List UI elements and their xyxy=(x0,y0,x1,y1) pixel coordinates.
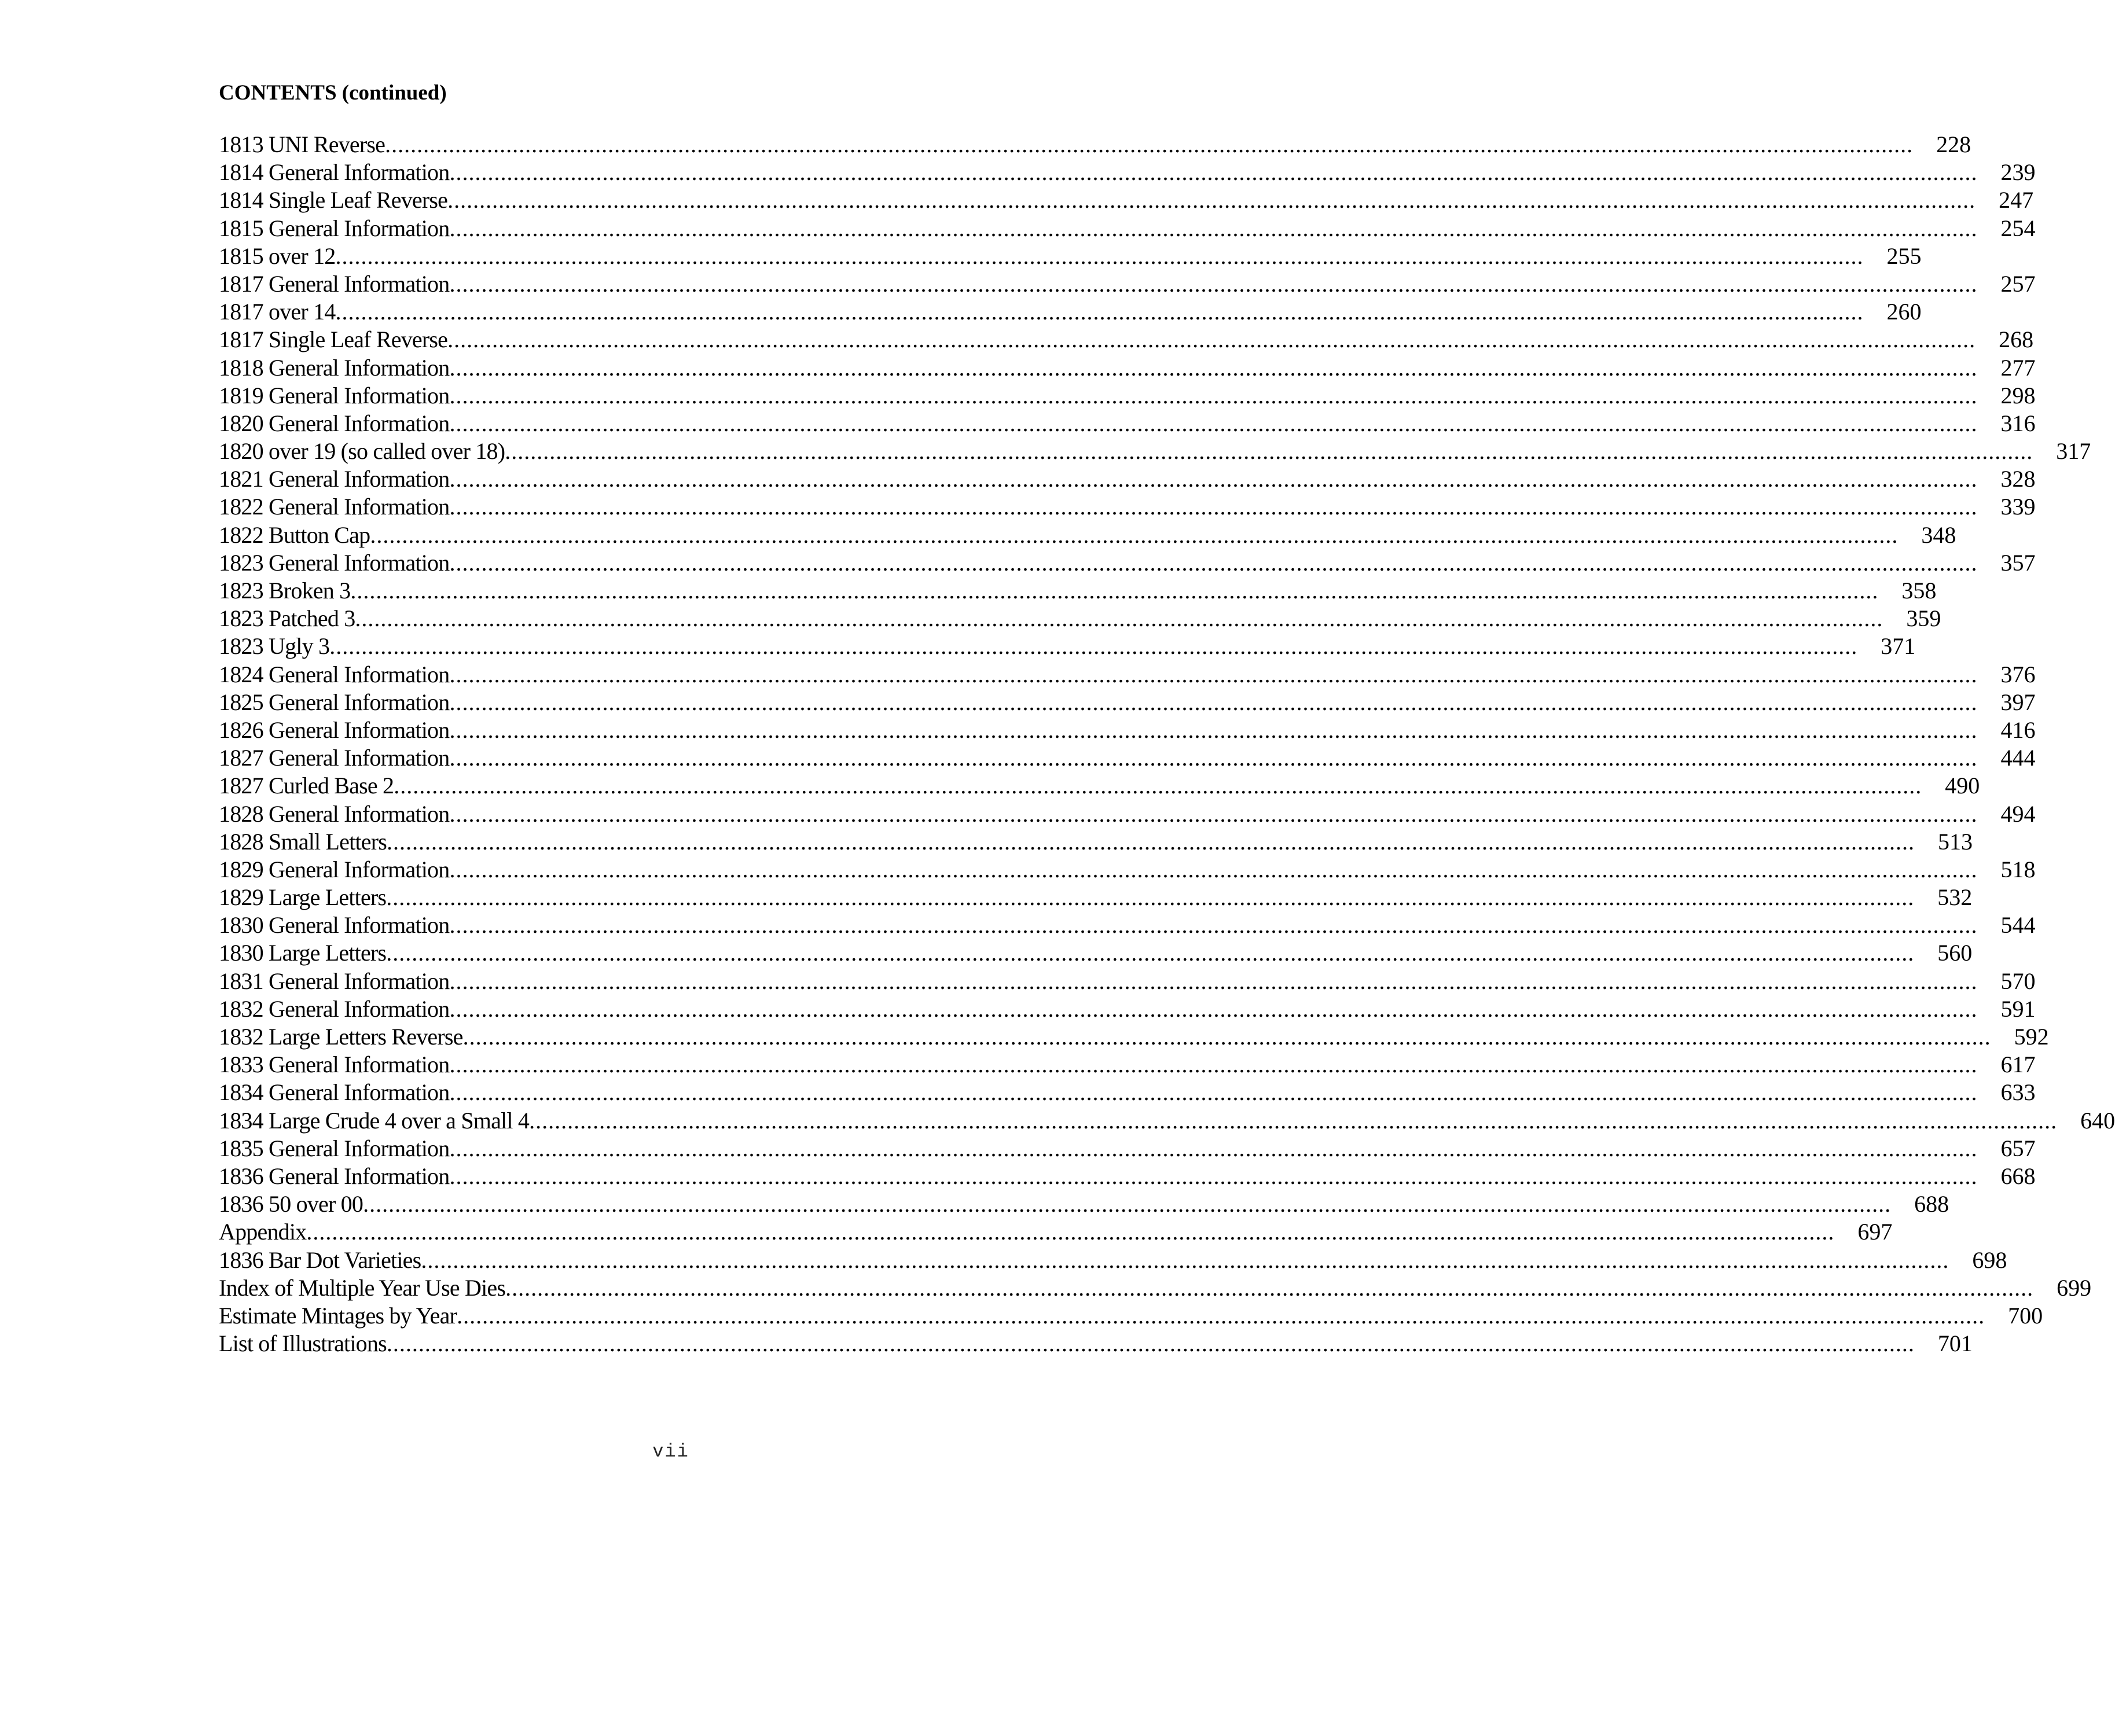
dot-leader: ................................................................................................................................................................................................................................................ xyxy=(449,689,1978,715)
dot-leader: ................................................................................................................................................................................................................................................ xyxy=(335,299,1864,325)
dot-leader: ................................................................................................................................................................................................................................................ xyxy=(449,1163,1978,1189)
toc-entry-title: 1833 General Information xyxy=(219,1051,450,1078)
dot-leader: ................................................................................................................................................................................................................................................ xyxy=(386,1330,1915,1357)
dot-leader: ................................................................................................................................................................................................................................................ xyxy=(449,716,1978,743)
toc-entry-page: 328 xyxy=(2000,466,2036,492)
dot-leader: ................................................................................................................................................................................................................................................ xyxy=(335,242,1864,269)
toc-entry-title: 1827 Curled Base 2 xyxy=(219,773,394,799)
toc-entry-title: 1813 UNI Reverse xyxy=(219,131,385,157)
dot-leader: ................................................................................................................................................................................................................................................ xyxy=(449,1135,1978,1161)
dot-leader: ................................................................................................................................................................................................................................................ xyxy=(449,995,1978,1022)
dot-leader: ................................................................................................................................................................................................................................................ xyxy=(462,1024,1991,1050)
toc-entry-title: Appendix xyxy=(219,1219,307,1245)
dot-leader: ................................................................................................................................................................................................................................................ xyxy=(449,968,1978,994)
toc-entry xyxy=(219,242,1922,270)
toc-entry-page: 298 xyxy=(2000,382,2036,409)
dot-leader: ................................................................................................................................................................................................................................................ xyxy=(306,1219,1835,1245)
dot-leader: ................................................................................................................................................................................................................................................ xyxy=(449,159,1978,186)
toc-entry-page: 544 xyxy=(2000,912,2036,939)
toc-entry-page: 416 xyxy=(2000,716,2036,743)
dot-leader: ................................................................................................................................................................................................................................................ xyxy=(355,605,1883,632)
toc-entry xyxy=(219,856,2036,884)
toc-entry-title: 1817 over 14 xyxy=(219,299,336,325)
toc-entry-page: 371 xyxy=(1881,633,1916,660)
toc-entry-title: 1829 General Information xyxy=(219,856,450,882)
dot-leader: ................................................................................................................................................................................................................................................ xyxy=(329,633,1858,660)
toc-entry-page: 668 xyxy=(2000,1163,2036,1189)
dot-leader: ................................................................................................................................................................................................................................................ xyxy=(386,940,1915,966)
toc-entry xyxy=(219,326,2034,354)
toc-entry-title: 1814 Single Leaf Reverse xyxy=(219,187,448,214)
toc-entry-title: 1832 Large Letters Reverse xyxy=(219,1024,463,1050)
dot-leader: ................................................................................................................................................................................................................................................ xyxy=(505,438,2033,465)
toc-entry xyxy=(219,215,2036,242)
toc-entry xyxy=(219,1107,2115,1135)
toc-entry-title: 1828 General Information xyxy=(219,800,450,827)
toc-entry xyxy=(219,410,2036,437)
toc-entry-title: Index of Multiple Year Use Dies xyxy=(219,1274,506,1301)
toc-entry-page: 268 xyxy=(1999,326,2034,353)
toc-entry-title: 1823 Broken 3 xyxy=(219,578,351,604)
toc-entry-title: 1815 over 12 xyxy=(219,242,336,269)
toc-entry-page: 228 xyxy=(1936,131,1971,157)
dot-leader: ................................................................................................................................................................................................................................................ xyxy=(449,549,1978,576)
toc-entry xyxy=(219,800,2036,828)
toc-entry-page: 592 xyxy=(2014,1024,2049,1050)
toc-entry-page: 317 xyxy=(2056,438,2091,465)
dot-leader: ................................................................................................................................................................................................................................................ xyxy=(449,382,1978,409)
toc-entry-page: 254 xyxy=(2000,215,2036,241)
toc-entry-title: 1836 50 over 00 xyxy=(219,1191,363,1218)
toc-entry xyxy=(219,577,1937,605)
contents-heading: CONTENTS (continued) xyxy=(219,81,447,105)
toc-entry-title: 1820 over 19 (so called over 18) xyxy=(219,438,505,465)
toc-entry-title: 1827 General Information xyxy=(219,745,450,771)
toc-entry xyxy=(219,493,2036,521)
dot-leader: ................................................................................................................................................................................................................................................ xyxy=(421,1246,1949,1273)
toc-entry-page: 688 xyxy=(1914,1191,1949,1218)
dot-leader: ................................................................................................................................................................................................................................................ xyxy=(449,354,1978,381)
toc-entry xyxy=(219,632,1916,660)
toc-entry-title: 1821 General Information xyxy=(219,466,450,492)
toc-entry-page: 257 xyxy=(2000,270,2036,297)
dot-leader: ................................................................................................................................................................................................................................................ xyxy=(447,326,1976,353)
dot-leader: ................................................................................................................................................................................................................................................ xyxy=(449,1051,1978,1078)
dot-leader: ................................................................................................................................................................................................................................................ xyxy=(449,661,1978,687)
toc-entry xyxy=(219,716,2036,744)
toc-entry-title: 1835 General Information xyxy=(219,1135,450,1161)
toc-entry xyxy=(219,186,2034,214)
toc-entry xyxy=(219,1190,1949,1218)
toc-entry xyxy=(219,1051,2036,1079)
toc-entry xyxy=(219,437,2091,465)
toc-entry-page: 277 xyxy=(2000,354,2036,381)
toc-entry-page: 358 xyxy=(1901,578,1937,604)
toc-entry xyxy=(219,1246,2007,1274)
dot-leader: ................................................................................................................................................................................................................................................ xyxy=(350,578,1879,604)
dot-leader: ................................................................................................................................................................................................................................................ xyxy=(386,884,1915,911)
toc-entry-title: 1823 General Information xyxy=(219,549,450,576)
dot-leader: ................................................................................................................................................................................................................................................ xyxy=(387,828,1915,855)
dot-leader: ................................................................................................................................................................................................................................................ xyxy=(449,800,1978,827)
dot-leader: ................................................................................................................................................................................................................................................ xyxy=(449,912,1978,939)
toc-entry-title: 1830 General Information xyxy=(219,912,450,939)
toc-entry-page: 348 xyxy=(1921,521,1956,548)
table-of-contents xyxy=(219,131,2115,1358)
toc-entry xyxy=(219,605,1941,632)
toc-entry-page: 397 xyxy=(2000,689,2036,715)
toc-entry xyxy=(219,1163,2036,1190)
toc-entry-title: 1834 General Information xyxy=(219,1079,450,1106)
toc-entry xyxy=(219,911,2036,939)
toc-entry-page: 560 xyxy=(1937,940,1973,966)
page-number: vii xyxy=(652,1441,689,1462)
toc-entry-title: Estimate Mintages by Year xyxy=(219,1302,457,1329)
dot-leader: ................................................................................................................................................................................................................................................ xyxy=(529,1107,2058,1134)
toc-entry xyxy=(219,828,1973,856)
toc-entry-page: 532 xyxy=(1937,884,1973,911)
toc-entry xyxy=(219,382,2036,410)
toc-entry xyxy=(219,270,2036,298)
toc-entry-title: 1831 General Information xyxy=(219,968,450,994)
toc-entry-title: 1834 Large Crude 4 over a Small 4 xyxy=(219,1107,530,1134)
toc-entry-page: 494 xyxy=(2000,800,2036,827)
toc-entry-page: 699 xyxy=(2057,1274,2092,1301)
toc-entry-page: 657 xyxy=(2000,1135,2036,1161)
toc-entry-page: 490 xyxy=(1945,773,1980,799)
toc-entry xyxy=(219,689,2036,716)
dot-leader: ................................................................................................................................................................................................................................................ xyxy=(449,745,1978,771)
toc-entry-page: 591 xyxy=(2000,995,2036,1022)
toc-entry xyxy=(219,995,2036,1023)
toc-entry-title: 1817 Single Leaf Reverse xyxy=(219,326,448,353)
toc-entry xyxy=(219,521,1956,549)
toc-entry-page: 376 xyxy=(2000,661,2036,687)
toc-entry xyxy=(219,1274,2092,1302)
toc-entry-page: 633 xyxy=(2000,1079,2036,1106)
toc-entry-title: 1822 Button Cap xyxy=(219,521,370,548)
toc-entry xyxy=(219,159,2036,186)
toc-entry-title: 1836 Bar Dot Varieties xyxy=(219,1246,421,1273)
toc-entry xyxy=(219,968,2036,995)
toc-entry-title: 1820 General Information xyxy=(219,410,450,436)
dot-leader: ................................................................................................................................................................................................................................................ xyxy=(449,270,1978,297)
dot-leader: ................................................................................................................................................................................................................................................ xyxy=(449,215,1978,241)
toc-entry xyxy=(219,354,2036,382)
dot-leader: ................................................................................................................................................................................................................................................ xyxy=(449,1079,1978,1106)
toc-entry-title: 1819 General Information xyxy=(219,382,450,409)
toc-entry-page: 444 xyxy=(2000,745,2036,771)
toc-entry-title: 1817 General Information xyxy=(219,270,450,297)
toc-entry xyxy=(219,1135,2036,1163)
toc-entry-title: 1836 General Information xyxy=(219,1163,450,1189)
toc-entry-page: 359 xyxy=(1906,605,1941,632)
toc-entry-page: 518 xyxy=(2000,856,2036,882)
toc-entry xyxy=(219,1330,1973,1358)
toc-entry xyxy=(219,1079,2036,1106)
toc-entry-title: 1823 Patched 3 xyxy=(219,605,355,632)
toc-entry-title: 1818 General Information xyxy=(219,354,450,381)
dot-leader: ................................................................................................................................................................................................................................................ xyxy=(449,494,1978,520)
toc-entry-page: 698 xyxy=(1972,1246,2007,1273)
toc-entry xyxy=(219,1023,2049,1051)
dot-leader: ................................................................................................................................................................................................................................................ xyxy=(394,773,1922,799)
toc-entry xyxy=(219,939,1973,967)
toc-entry xyxy=(219,772,1980,800)
toc-entry-page: 357 xyxy=(2000,549,2036,576)
dot-leader: ................................................................................................................................................................................................................................................ xyxy=(449,856,1978,882)
toc-entry-title: 1829 Large Letters xyxy=(219,884,387,911)
dot-leader: ................................................................................................................................................................................................................................................ xyxy=(363,1191,1892,1218)
toc-entry-title: 1814 General Information xyxy=(219,159,450,186)
toc-entry-page: 513 xyxy=(1938,828,1973,855)
toc-entry-title: 1828 Small Letters xyxy=(219,828,387,855)
toc-entry-page: 640 xyxy=(2080,1107,2115,1134)
dot-leader: ................................................................................................................................................................................................................................................ xyxy=(449,466,1978,492)
toc-entry-title: 1825 General Information xyxy=(219,689,450,715)
toc-entry-page: 260 xyxy=(1886,299,1922,325)
toc-entry-title: 1830 Large Letters xyxy=(219,940,387,966)
dot-leader: ................................................................................................................................................................................................................................................ xyxy=(449,410,1978,436)
toc-entry xyxy=(219,1218,1893,1246)
toc-entry-title: 1822 General Information xyxy=(219,494,450,520)
dot-leader: ................................................................................................................................................................................................................................................ xyxy=(505,1274,2034,1301)
toc-entry-title: 1826 General Information xyxy=(219,716,450,743)
toc-entry xyxy=(219,661,2036,689)
toc-entry xyxy=(219,131,1971,159)
dot-leader: ................................................................................................................................................................................................................................................ xyxy=(447,187,1976,214)
toc-entry-page: 316 xyxy=(2000,410,2036,436)
toc-entry-page: 697 xyxy=(1857,1219,1893,1245)
toc-entry-title: List of Illustrations xyxy=(219,1330,387,1357)
toc-entry-page: 247 xyxy=(1999,187,2034,214)
toc-entry-title: 1824 General Information xyxy=(219,661,450,687)
toc-entry-page: 239 xyxy=(2000,159,2036,186)
toc-entry xyxy=(219,549,2036,577)
toc-entry-page: 339 xyxy=(2000,494,2036,520)
toc-entry xyxy=(219,884,1973,911)
toc-entry xyxy=(219,298,1922,326)
dot-leader: ................................................................................................................................................................................................................................................ xyxy=(370,521,1899,548)
toc-entry-page: 700 xyxy=(2008,1302,2043,1329)
dot-leader: ................................................................................................................................................................................................................................................ xyxy=(385,131,1914,157)
toc-entry xyxy=(219,1302,2043,1330)
toc-entry-title: 1832 General Information xyxy=(219,995,450,1022)
toc-entry xyxy=(219,465,2036,493)
toc-entry-page: 570 xyxy=(2000,968,2036,994)
toc-entry-page: 617 xyxy=(2000,1051,2036,1078)
toc-entry-page: 701 xyxy=(1937,1330,1973,1357)
toc-entry-title: 1823 Ugly 3 xyxy=(219,633,330,660)
toc-entry-title: 1815 General Information xyxy=(219,215,450,241)
dot-leader: ................................................................................................................................................................................................................................................ xyxy=(457,1302,1985,1329)
toc-entry-page: 255 xyxy=(1886,242,1922,269)
toc-entry xyxy=(219,744,2036,772)
